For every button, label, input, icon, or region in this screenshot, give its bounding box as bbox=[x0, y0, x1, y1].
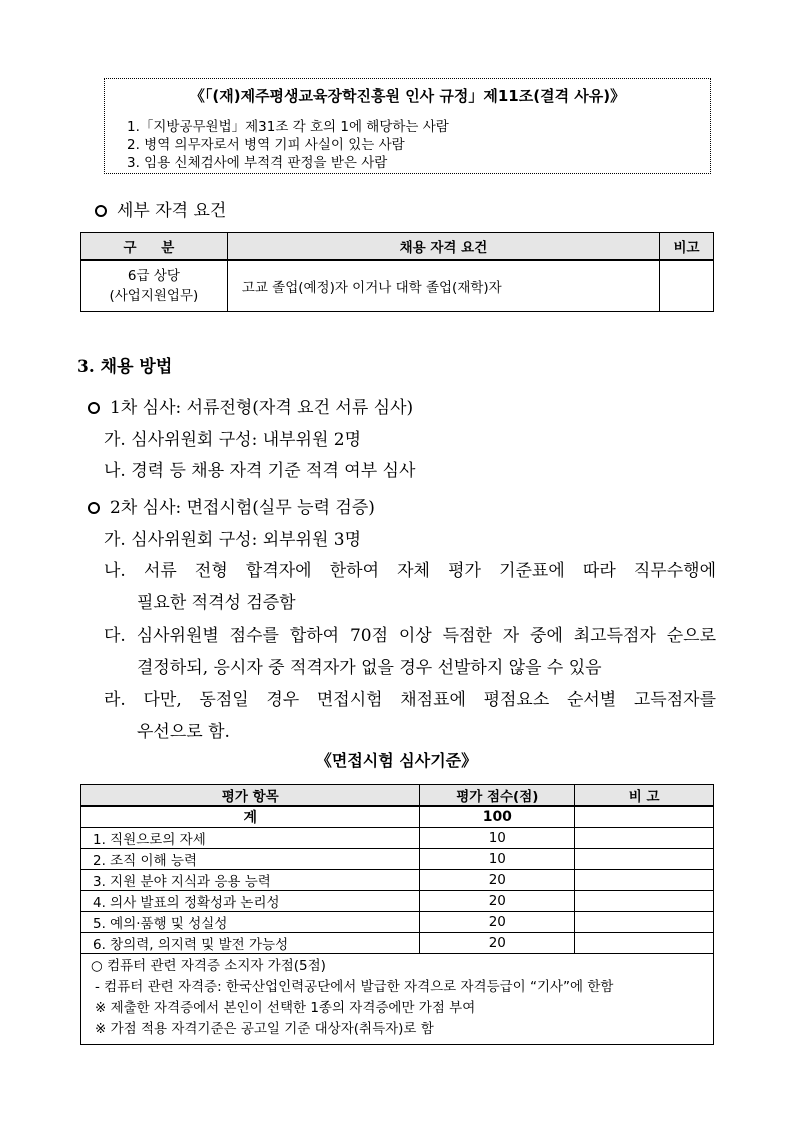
note-line: ○ 컴퓨터 관련 자격증 소지자 가점(5점) bbox=[91, 958, 326, 974]
criteria-item: 4. 의사 발표의 정확성과 논리성 bbox=[81, 891, 420, 912]
remark-cell bbox=[660, 260, 714, 312]
criteria-remark bbox=[575, 891, 714, 912]
disqualification-item: 1.「지방공무원법」제31조 각 호의 1에 해당하는 사람 bbox=[127, 119, 449, 135]
table-row bbox=[81, 849, 714, 870]
total-row bbox=[81, 806, 714, 828]
stage2-item: 가. 심사위원회 구성: 외부위원 3명 bbox=[104, 530, 362, 550]
note-line: ※ 가점 적용 자격기준은 공고일 기준 대상자(취득자)로 함 bbox=[95, 1021, 434, 1037]
header-remark: 비고 bbox=[660, 233, 714, 261]
detail-heading: 세부 자격 요건 bbox=[95, 196, 226, 221]
total-label: 계 bbox=[81, 806, 420, 828]
criteria-item: 1. 직원으로의 자세 bbox=[81, 828, 420, 849]
criteria-item: 6. 창의력, 의지력 및 발전 가능성 bbox=[81, 933, 420, 954]
header-requirement: 채용 자격 요건 bbox=[227, 233, 659, 261]
disqualification-title: 《「(재)제주평생교육장학진흥원 인사 규정」제11조(결격 사유)》 bbox=[189, 87, 626, 105]
criteria-score: 10 bbox=[420, 828, 575, 849]
notes-cell bbox=[81, 954, 714, 1045]
table-row bbox=[81, 891, 714, 912]
header-evaluation-item: 평가 항목 bbox=[81, 785, 420, 807]
stage1-title: 1차 심사: 서류전형(자격 요건 서류 심사) bbox=[88, 393, 413, 418]
disqualification-item: 3. 임용 신체검사에 부적격 판정을 받은 사람 bbox=[127, 155, 388, 171]
note-line: ※ 제출한 자격증에서 본인이 선택한 1종의 자격증에만 가점 부여 bbox=[95, 1000, 476, 1016]
table-row bbox=[81, 912, 714, 933]
stage1-item: 나. 경력 등 채용 자격 기준 적격 여부 심사 bbox=[104, 461, 416, 481]
circle-bullet-icon bbox=[95, 205, 107, 217]
disqualification-item: 2. 병역 의무자로서 병역 기피 사실이 있는 사람 bbox=[127, 137, 405, 153]
requirement-cell: 고교 졸업(예정)자 이거나 대학 졸업(재학)자 bbox=[227, 260, 659, 312]
note-line: - 컴퓨터 관련 자격증: 한국산업인력공단에서 발급한 자격으로 자격등급이 “기사”에 한함 bbox=[95, 979, 614, 995]
criteria-score: 20 bbox=[420, 912, 575, 933]
criteria-item: 2. 조직 이해 능력 bbox=[81, 849, 420, 870]
criteria-item: 3. 지원 분야 지식과 응용 능력 bbox=[81, 870, 420, 891]
section-title: 3. 채용 방법 bbox=[77, 357, 173, 377]
stage1-item: 가. 심사위원회 구성: 내부위원 2명 bbox=[104, 430, 362, 450]
disqualification-box bbox=[104, 78, 711, 174]
criteria-remark bbox=[575, 870, 714, 891]
table-row bbox=[81, 870, 714, 891]
criteria-remark bbox=[575, 912, 714, 933]
header-score: 평가 점수(점) bbox=[420, 785, 575, 807]
criteria-score: 20 bbox=[420, 933, 575, 954]
criteria-score: 20 bbox=[420, 870, 575, 891]
circle-bullet-icon bbox=[88, 502, 100, 514]
table-row bbox=[81, 828, 714, 849]
stage2-item: 다. 심사위원별 점수를 합하여 70점 이상 득점한 자 중에 최고득점자 순으로 bbox=[104, 626, 716, 646]
table-header-row bbox=[81, 233, 714, 261]
detail-requirements-table bbox=[80, 232, 714, 312]
total-remark bbox=[575, 806, 714, 828]
criteria-remark bbox=[575, 849, 714, 870]
header-remark: 비 고 bbox=[575, 785, 714, 807]
stage2-item: 라. 다만, 동점일 경우 면접시험 채점표에 평점요소 순서별 고득점자를 bbox=[104, 690, 716, 710]
table-header-row bbox=[81, 785, 714, 807]
criteria-remark bbox=[575, 933, 714, 954]
stage2-title: 2차 심사: 면접시험(실무 능력 검증) bbox=[88, 493, 375, 518]
interview-criteria-table bbox=[80, 784, 714, 1045]
category-cell: 6급 상당 (사업지원업무) bbox=[81, 260, 228, 312]
criteria-title: 《면접시험 심사기준》 bbox=[315, 751, 478, 770]
stage2-item-continued: 필요한 적격성 검증함 bbox=[137, 593, 296, 613]
criteria-score: 10 bbox=[420, 849, 575, 870]
stage2-item: 나. 서류 전형 합격자에 한하여 자체 평가 기준표에 따라 직무수행에 bbox=[104, 561, 716, 581]
criteria-item: 5. 예의·품행 및 성실성 bbox=[81, 912, 420, 933]
header-category: 구 분 bbox=[81, 233, 228, 261]
criteria-remark bbox=[575, 828, 714, 849]
criteria-score: 20 bbox=[420, 891, 575, 912]
stage2-item-continued: 우선으로 함. bbox=[137, 722, 230, 742]
circle-bullet-icon bbox=[88, 402, 100, 414]
notes-row bbox=[81, 954, 714, 1045]
table-row bbox=[81, 933, 714, 954]
total-value: 100 bbox=[420, 806, 575, 828]
table-row bbox=[81, 260, 714, 312]
stage2-item-continued: 결정하되, 응시자 중 적격자가 없을 경우 선발하지 않을 수 있음 bbox=[137, 658, 602, 678]
